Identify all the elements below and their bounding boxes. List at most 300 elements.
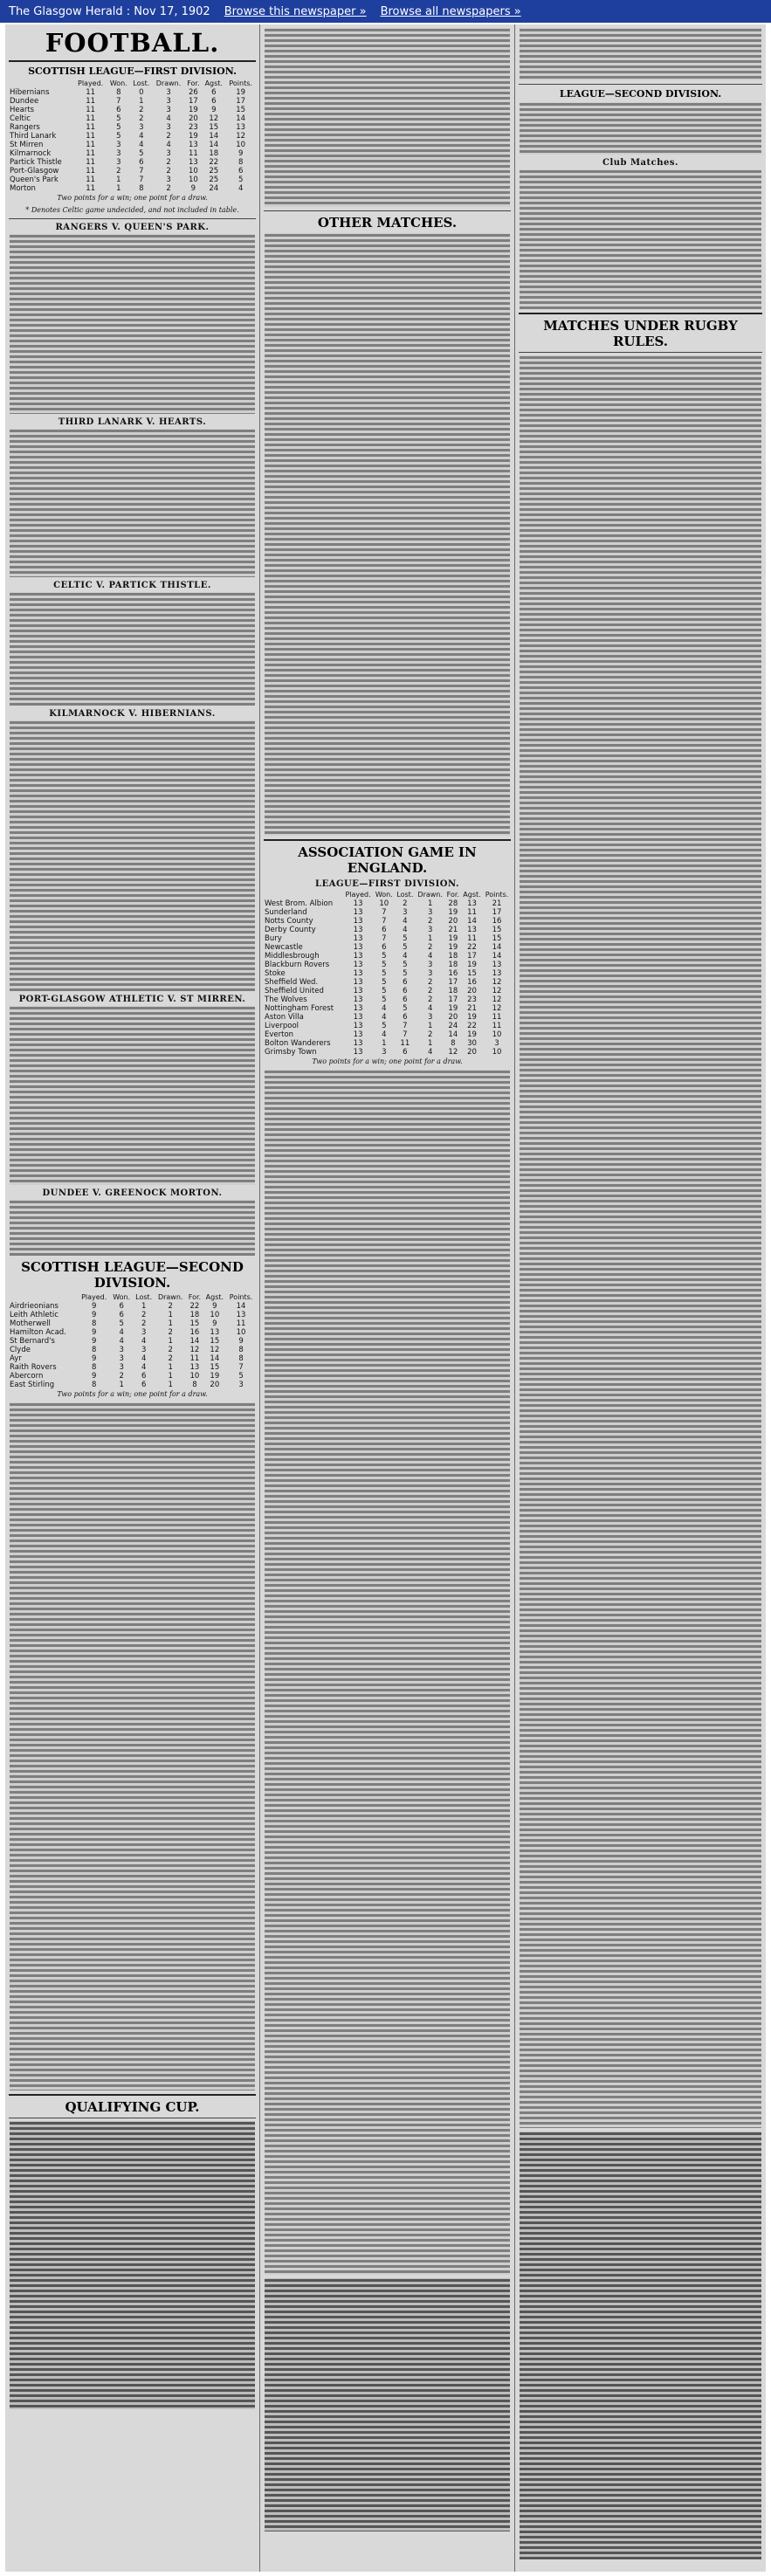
table-cell: 4 [141, 1363, 147, 1372]
table-cell: 3 [166, 176, 171, 184]
table-cell: 3 [119, 1363, 124, 1372]
table-cell: 12 [492, 1004, 502, 1013]
table-cell: 3 [427, 961, 433, 969]
table-cell: 13 [188, 141, 198, 149]
table-cell: 13 [353, 1030, 363, 1039]
table-row [9, 1302, 256, 1311]
table-header-cell: Lost. [396, 891, 414, 899]
table-header-cell: Points. [485, 891, 509, 899]
table-cell: 6 [403, 1048, 408, 1057]
table-cell: 14 [236, 114, 246, 123]
table-cell: Ayr [10, 1354, 22, 1363]
table-cell: 1 [168, 1311, 173, 1319]
table-cell: 13 [353, 1013, 363, 1022]
table-cell: 12 [210, 1346, 220, 1354]
table-cell: 11 [86, 114, 96, 123]
table-cell: 20 [467, 1048, 477, 1057]
table-row [9, 1346, 256, 1354]
table-cell: 6 [211, 88, 217, 97]
divider [9, 60, 256, 62]
table-cell: 7 [382, 934, 387, 943]
table-cell: 0 [139, 88, 144, 97]
table-cell: 13 [353, 995, 363, 1004]
table-cell: 15 [209, 123, 219, 132]
table-cell: 2 [166, 132, 171, 141]
table-cell: 8 [91, 1381, 97, 1389]
table-cell: 12 [209, 114, 219, 123]
table-header-cell: Played. [78, 79, 104, 87]
table-cell: 9 [211, 106, 217, 114]
table-cell: 3 [427, 969, 433, 978]
table-cell: 10 [236, 141, 246, 149]
table-cell: 3 [427, 926, 433, 934]
report-heading: DUNDEE V. GREENOCK MORTON. [42, 1188, 223, 1198]
table-cell: 14 [448, 1030, 458, 1039]
newspaper-page [5, 24, 766, 2572]
table-cell: Derby County [265, 926, 316, 934]
table-cell: 2 [116, 167, 121, 176]
table-cell: 11 [188, 149, 198, 158]
table-cell: Motherwell [10, 1319, 51, 1328]
table-cell: 2 [139, 106, 144, 114]
table-header-cell: Won. [109, 79, 127, 87]
table-header-cell: Won. [113, 1293, 131, 1301]
table-cell: 5 [403, 1004, 408, 1013]
section-heading: Club Matches. [602, 158, 678, 168]
table-cell: 3 [166, 106, 171, 114]
table-row [9, 1381, 256, 1389]
table-cell: 25 [209, 167, 219, 176]
table-cell: 19 [467, 1030, 477, 1039]
league-heading: SCOTTISH LEAGUE—FIRST DIVISION. [28, 65, 237, 77]
table-cell: 12 [492, 978, 502, 987]
table-cell: 7 [403, 1030, 408, 1039]
table-cell: 13 [353, 969, 363, 978]
table-cell: 2 [427, 943, 433, 952]
table-cell: 10 [236, 1328, 246, 1337]
table-cell: 13 [210, 1328, 220, 1337]
section-heading: ASSOCIATION GAME IN ENGLAND. [298, 844, 477, 876]
table-note: Two points for a win; one point for a draw. [57, 194, 208, 202]
table-cell: Bury [265, 934, 282, 943]
table-cell: 2 [427, 917, 433, 926]
report-heading: KILMARNOCK V. HIBERNIANS. [49, 709, 216, 719]
table-row [9, 1319, 256, 1328]
browse-newspaper-link[interactable]: Browse this newspaper » [224, 4, 367, 18]
table-cell: 3 [119, 1354, 124, 1363]
table-cell: Aston Villa [265, 1013, 304, 1022]
table-cell: 10 [188, 176, 198, 184]
table-cell: 4 [427, 1004, 433, 1013]
table-cell: Port-Glasgow [10, 167, 59, 176]
table-cell: Bolton Wanderers [265, 1039, 331, 1048]
table-cell: 15 [492, 934, 502, 943]
table-cell: 30 [467, 1039, 477, 1048]
table-row [264, 1048, 511, 1057]
table-cell: 2 [139, 114, 144, 123]
table-cell: 5 [116, 114, 121, 123]
report-heading: THIRD LANARK V. HEARTS. [58, 417, 207, 427]
table-cell: 13 [353, 899, 363, 908]
table-cell: Hamilton Acad. [10, 1328, 66, 1337]
table-cell: 5 [403, 934, 408, 943]
table-cell: 8 [192, 1381, 197, 1389]
table-cell: 4 [427, 952, 433, 961]
table-cell: 4 [237, 184, 244, 193]
table-cell: 1 [382, 1039, 387, 1048]
table-cell: 5 [403, 969, 408, 978]
table-cell: 3 [166, 88, 171, 97]
table-cell: 2 [119, 1372, 124, 1381]
column-rule [514, 24, 515, 2572]
table-row [9, 1372, 256, 1381]
divider [264, 210, 511, 211]
table-cell: 2 [427, 995, 433, 1004]
table-cell: 2 [141, 1319, 147, 1328]
table-cell: 20 [448, 1013, 458, 1022]
divider [519, 313, 762, 314]
table-cell: 5 [382, 978, 387, 987]
table-cell: 4 [382, 1030, 387, 1039]
table-cell: 11 [86, 132, 96, 141]
table-cell: 11 [492, 1022, 502, 1030]
table-cell: 16 [448, 969, 458, 978]
table-cell: 3 [116, 141, 121, 149]
table-cell: 2 [166, 167, 171, 176]
table-cell: 3 [141, 1328, 147, 1337]
table-cell: 13 [492, 961, 502, 969]
table-cell: 18 [448, 987, 458, 995]
table-cell: 1 [141, 1302, 147, 1311]
browse-all-newspapers-link[interactable]: Browse all newspapers » [380, 4, 521, 18]
table-row [9, 176, 256, 184]
table-cell: 6 [139, 158, 144, 167]
table-cell: 10 [210, 1311, 220, 1319]
table-cell: 4 [403, 952, 408, 961]
table-cell: 6 [403, 978, 408, 987]
table-cell: 9 [91, 1372, 97, 1381]
table-cell: 5 [382, 995, 387, 1004]
article-text [265, 2278, 510, 2531]
table-header-cell: Drawn. [155, 79, 182, 87]
table-cell: 5 [116, 123, 121, 132]
column-3 [519, 24, 762, 2572]
table-row [264, 1039, 511, 1048]
table-cell: 8 [91, 1346, 97, 1354]
table-note: Two points for a win; one point for a draw. [312, 1057, 463, 1065]
table-cell: 14 [210, 1354, 220, 1363]
table-header-cell: Drawn. [417, 891, 443, 899]
table-cell: 10 [188, 167, 198, 176]
table-cell: 11 [86, 184, 96, 193]
table-cell: 9 [91, 1328, 97, 1337]
table-cell: 11 [86, 158, 96, 167]
table-cell: 6 [141, 1381, 147, 1389]
table-cell: 8 [139, 184, 144, 193]
table-cell: 11 [86, 141, 96, 149]
table-cell: 3 [427, 908, 433, 917]
table-subnote: * Denotes Celtic game undecided, and not included in table. [25, 206, 239, 214]
table-cell: 11 [86, 149, 96, 158]
table-cell: 19 [188, 132, 198, 141]
table-cell: 6 [119, 1302, 124, 1311]
table-cell: 14 [492, 952, 502, 961]
table-header-cell: For. [188, 1293, 202, 1301]
table-row [264, 899, 511, 908]
table-cell: 4 [403, 926, 408, 934]
section-heading: OTHER MATCHES. [317, 215, 458, 231]
table-cell: 19 [448, 934, 458, 943]
table-cell: 2 [403, 899, 408, 908]
article-text [520, 28, 761, 80]
table-cell: 7 [116, 97, 121, 106]
table-cell: 2 [168, 1354, 173, 1363]
table-cell: 6 [403, 987, 408, 995]
table-cell: 16 [492, 917, 502, 926]
table-row [264, 1022, 511, 1030]
table-row [264, 987, 511, 995]
table-cell: 10 [189, 1372, 200, 1381]
table-cell: 1 [168, 1372, 173, 1381]
table-cell: 1 [116, 184, 121, 193]
table-cell: 15 [236, 106, 246, 114]
divider [264, 839, 511, 841]
table-cell: 15 [210, 1337, 220, 1346]
table-cell: 1 [168, 1363, 173, 1372]
table-cell: 19 [448, 943, 458, 952]
table-cell: 1 [168, 1381, 173, 1389]
column-2 [264, 24, 511, 2572]
table-cell: 15 [492, 926, 502, 934]
table-cell: 6 [382, 943, 387, 952]
table-row [264, 1013, 511, 1022]
table-cell: 3 [116, 149, 121, 158]
table-cell: 9 [91, 1337, 97, 1346]
league-table [9, 1293, 256, 1389]
table-cell: 5 [403, 961, 408, 969]
table-cell: 2 [141, 1311, 147, 1319]
table-cell: 19 [467, 961, 477, 969]
table-row [9, 106, 256, 114]
table-row [9, 88, 256, 97]
table-row [264, 952, 511, 961]
table-cell: 5 [382, 952, 387, 961]
table-cell: 11 [467, 934, 477, 943]
table-cell: 18 [448, 961, 458, 969]
table-cell: 12 [236, 132, 246, 141]
table-cell: 12 [492, 995, 502, 1004]
table-cell: 5 [382, 1022, 387, 1030]
table-cell: 19 [188, 106, 198, 114]
table-cell: 15 [467, 969, 477, 978]
table-cell: 14 [236, 1302, 246, 1311]
table-cell: 13 [353, 917, 363, 926]
article-text [520, 2132, 761, 2559]
table-cell: 11 [189, 1354, 200, 1363]
table-cell: 2 [166, 184, 171, 193]
table-cell: 9 [238, 1337, 244, 1346]
table-cell: 13 [353, 952, 363, 961]
table-cell: 13 [188, 158, 198, 167]
table-row [264, 917, 511, 926]
table-cell: 14 [209, 132, 219, 141]
table-row [9, 1328, 256, 1337]
table-cell: 10 [492, 1030, 502, 1039]
article-text [10, 720, 255, 991]
article-text [10, 429, 255, 577]
article-text [10, 1402, 255, 2090]
table-cell: West Brom. Albion [265, 899, 334, 908]
table-cell: 19 [210, 1372, 220, 1381]
table-cell: 4 [403, 917, 408, 926]
section-heading: QUALIFYING CUP. [65, 2099, 200, 2115]
table-header-cell: Won. [375, 891, 393, 899]
table-cell: 11 [467, 908, 477, 917]
table-cell: 13 [467, 926, 477, 934]
table-header-cell: Agst. [463, 891, 481, 899]
table-cell: 1 [119, 1381, 124, 1389]
table-cell: 4 [166, 114, 171, 123]
table-cell: St Mirren [10, 141, 44, 149]
table-cell: 6 [141, 1372, 147, 1381]
article-text [10, 1200, 255, 1256]
report-heading: RANGERS V. QUEEN'S PARK. [55, 223, 210, 232]
table-cell: 24 [448, 1022, 458, 1030]
table-row [264, 926, 511, 934]
table-cell: 5 [116, 132, 121, 141]
table-cell: 4 [382, 1013, 387, 1022]
table-cell: Leith Athletic [10, 1311, 59, 1319]
table-cell: 8 [237, 158, 244, 167]
table-cell: 7 [139, 176, 144, 184]
table-cell: 23 [467, 995, 477, 1004]
table-cell: 2 [168, 1302, 173, 1311]
league-heading: SCOTTISH LEAGUE—SECOND DIVISION. [21, 1259, 244, 1291]
table-cell: Raith Rovers [10, 1363, 57, 1372]
table-row [264, 1004, 511, 1013]
table-cell: 3 [166, 123, 171, 132]
table-cell: Sheffield Wed. [265, 978, 319, 987]
table-cell: 20 [448, 917, 458, 926]
table-cell: 12 [448, 1048, 458, 1057]
league-table [264, 891, 511, 1057]
table-cell: 3 [238, 1381, 244, 1389]
article-text [520, 355, 761, 2128]
report-heading: PORT-GLASGOW ATHLETIC V. ST MIRREN. [18, 995, 246, 1004]
table-cell: 4 [382, 1004, 387, 1013]
table-cell: Notts County [265, 917, 313, 926]
table-cell: 7 [382, 917, 387, 926]
table-cell: 14 [467, 917, 477, 926]
article-text [265, 233, 510, 836]
table-cell: Rangers [10, 123, 40, 132]
article-text [520, 169, 761, 309]
table-cell: Partick Thistle [10, 158, 62, 167]
table-cell: 6 [211, 97, 217, 106]
table-cell: 28 [448, 899, 458, 908]
table-cell: 19 [448, 908, 458, 917]
table-cell: Stoke [265, 969, 286, 978]
table-header-cell: Played. [345, 891, 371, 899]
league-table [9, 79, 256, 193]
table-cell: 5 [382, 987, 387, 995]
table-cell: 3 [141, 1346, 147, 1354]
table-cell: 3 [139, 123, 144, 132]
table-cell: 4 [139, 141, 144, 149]
league-heading: LEAGUE—SECOND DIVISION. [559, 88, 722, 100]
table-cell: 8 [451, 1039, 456, 1048]
table-cell: Hibernians [10, 88, 50, 97]
table-cell: 7 [403, 1022, 408, 1030]
report-heading: CELTIC V. PARTICK THISTLE. [53, 581, 211, 590]
table-cell: 10 [379, 899, 389, 908]
divider [9, 2094, 256, 2096]
divider [519, 84, 762, 85]
table-cell: 18 [189, 1311, 200, 1319]
table-row [9, 1311, 256, 1319]
table-cell: 16 [189, 1328, 200, 1337]
table-cell: 2 [427, 978, 433, 987]
table-row [9, 167, 256, 176]
table-cell: 2 [166, 158, 171, 167]
table-cell: 1 [427, 934, 433, 943]
table-cell: 26 [188, 88, 198, 97]
table-cell: 9 [190, 184, 196, 193]
table-cell: Abercorn [10, 1372, 44, 1381]
table-row [264, 934, 511, 943]
article-text [265, 1070, 510, 2275]
table-cell: 14 [492, 943, 502, 952]
table-row [9, 123, 256, 132]
table-cell: 3 [494, 1039, 499, 1048]
table-row [9, 158, 256, 167]
table-cell: 11 [492, 1013, 502, 1022]
table-cell: 4 [141, 1337, 147, 1346]
table-cell: 17 [467, 952, 477, 961]
divider [9, 218, 256, 219]
table-cell: 3 [166, 149, 171, 158]
table-cell: 7 [382, 908, 387, 917]
table-cell: 21 [467, 1004, 477, 1013]
table-cell: Sheffield United [265, 987, 324, 995]
table-cell: 2 [427, 987, 433, 995]
table-cell: 6 [116, 106, 121, 114]
table-row [9, 184, 256, 193]
table-header-cell: Points. [229, 79, 252, 87]
table-cell: 20 [467, 987, 477, 995]
table-cell: 13 [189, 1363, 200, 1372]
table-cell: 1 [139, 97, 144, 106]
table-cell: 2 [168, 1328, 173, 1337]
table-cell: 17 [448, 978, 458, 987]
table-cell: 22 [209, 158, 219, 167]
table-cell: 1 [168, 1319, 173, 1328]
table-cell: 22 [467, 943, 477, 952]
section-heading: MATCHES UNDER RUGBY RULES. [543, 318, 738, 349]
divider [519, 352, 762, 353]
table-cell: Blackburn Rovers [265, 961, 330, 969]
table-row [9, 149, 256, 158]
table-cell: 3 [116, 158, 121, 167]
table-cell: 8 [116, 88, 121, 97]
table-cell: 24 [209, 184, 219, 193]
table-cell: 4 [141, 1354, 147, 1363]
table-row [9, 1337, 256, 1346]
table-cell: St Bernard's [10, 1337, 55, 1346]
table-row [9, 141, 256, 149]
table-cell: 22 [189, 1302, 200, 1311]
table-cell: East Stirling [10, 1381, 55, 1389]
